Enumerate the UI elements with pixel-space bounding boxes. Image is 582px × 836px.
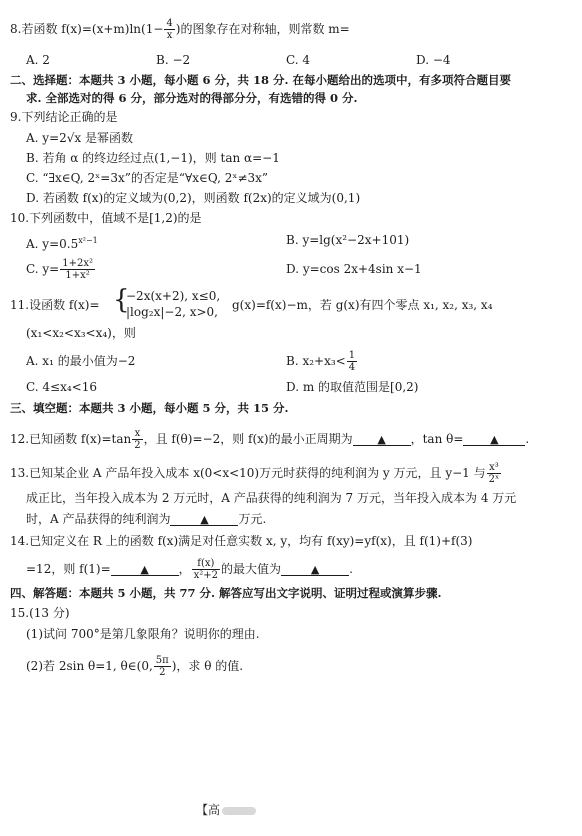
q8-option-c: C. 4 <box>286 53 311 67</box>
q13-line2: 成正比，当年投入成本为 2 万元时，A 产品获得的纯利润为 7 万元，当年投入成本为 4 万元 <box>26 491 517 505</box>
section4-title: 四、解答题：本题共 5 小题，共 77 分. 解答应写出文字说明、证明过程或演算步骤. <box>10 586 442 600</box>
q14-frac-num: f(x) <box>192 558 220 570</box>
q13-line3-pre: 时，A 产品获得的纯利润为 <box>26 512 171 526</box>
q13-blank[interactable] <box>170 512 238 526</box>
footer-mark-text: 【高 <box>196 803 221 817</box>
q10-c-num: 1+2x² <box>62 258 93 269</box>
q11-piece1: −2x(x+2), x≤0, <box>126 289 221 303</box>
q14-fraction <box>192 558 220 581</box>
q8-stem-b: )的图象存在对称轴，则常数 m= <box>175 22 350 36</box>
q13-fraction <box>487 462 502 485</box>
q12-mid: ，且 f(θ)=−2，则 f(x)的最小正周期为 <box>143 432 353 446</box>
q14-line2 <box>26 558 353 581</box>
q8-fraction <box>164 18 174 41</box>
q14-line2-mid: ， <box>178 562 191 576</box>
q11-b-num: 1 <box>348 350 356 361</box>
q11-stem-pre: 11.设函数 f(x)= <box>10 298 100 312</box>
section3-title: 三、填空题：本题共 3 小题，每小题 5 分，共 15 分. <box>10 401 289 415</box>
q14-line2-mid2: 的最大值为 <box>221 562 282 576</box>
q8-stem-a: 8.若函数 f(x)=(x+m)ln(1− <box>10 22 164 36</box>
q11-option-d: D. m 的取值范围是[0,2) <box>286 380 419 394</box>
q14-frac-den: x²+2 <box>193 570 219 581</box>
footer-mark <box>196 801 256 818</box>
q15-frac-num: 5π <box>155 655 169 666</box>
q10-c-pre: C. y= <box>26 262 60 276</box>
q14-line2-end: . <box>349 562 353 576</box>
q12-blank-1[interactable] <box>353 432 411 446</box>
q10-stem: 10.下列函数中，值域不是[1,2)的是 <box>10 211 202 225</box>
q8-option-a: A. 2 <box>26 53 50 67</box>
q9-option-a: A. y=2√x 是幂函数 <box>26 131 133 145</box>
q13-line3 <box>26 512 266 527</box>
q13-frac-num: x³ <box>487 462 502 474</box>
q10-option-b: B. y=lg(x²−2x+101) <box>286 233 410 247</box>
q12-line <box>10 428 529 451</box>
q15-part2 <box>26 655 243 678</box>
q10-a-base: A. y=0.5 <box>26 237 79 251</box>
q8-stem <box>10 18 350 41</box>
q13-line1 <box>10 462 502 485</box>
q14-blank-1-mark: ▲ <box>140 563 149 576</box>
q12-frac-num: x <box>132 428 142 440</box>
q15-head: 15.(13 分) <box>10 606 70 620</box>
q13-line1-text: 13.已知某企业 A 产品年投入成本 x(0<x<10)万元时获得的纯利润为 y 万元，且 y−1 与 <box>10 466 486 480</box>
q13-line3-post: 万元. <box>238 512 267 526</box>
q11-option-a: A. x₁ 的最小值为−2 <box>26 354 136 368</box>
q12-blank-2-mark: ▲ <box>490 433 499 446</box>
q8-option-d: D. −4 <box>416 53 451 67</box>
q14-blank-2-mark: ▲ <box>310 563 320 576</box>
q10-c-fraction <box>60 258 95 281</box>
q11-brace: { <box>113 285 130 315</box>
q9-option-b: B. 若角 α 的终边经过点(1,−1)，则 tan α=−1 <box>26 151 280 165</box>
section2-line1: 二、选择题：本题共 3 小题，每小题 6 分，共 18 分. 在每小题给出的选项中，有多项符合题目要 <box>10 73 512 87</box>
q14-blank-2[interactable] <box>281 562 349 576</box>
q10-option-c <box>26 258 96 281</box>
q12-pre: 12.已知函数 f(x)=tan <box>10 432 132 446</box>
q11-piece2: |log₂x|−2, x>0, <box>126 305 218 319</box>
q9-option-c: C. “∃x∈Q, 2ˣ=3x”的否定是“∀x∈Q, 2ˣ≠3x” <box>26 171 269 185</box>
q12-blank-1-mark: ▲ <box>377 433 386 446</box>
q14-line2-pre: =12，则 f(1)= <box>26 562 111 576</box>
q13-frac-den: 2ˣ <box>488 474 500 485</box>
q9-stem: 9.下列结论正确的是 <box>10 110 118 124</box>
q10-option-d: D. y=cos 2x+4sin x−1 <box>286 262 422 276</box>
q11-stem-line2: (x₁<x₂<x₃<x₄)，则 <box>26 326 136 340</box>
q12-fraction <box>132 428 142 451</box>
q11-option-b <box>286 350 358 373</box>
q15-fraction <box>154 655 171 678</box>
q15-part1: (1)试问 700°是第几象限角？说明你的理由. <box>26 627 260 641</box>
q10-option-a <box>26 233 98 252</box>
q11-b-den: 4 <box>348 362 356 373</box>
q14-blank-1[interactable] <box>111 562 179 576</box>
q12-mid2: ，tan θ= <box>410 432 464 446</box>
q11-b-fraction <box>347 350 357 373</box>
q11-option-c: C. 4≤x₄<16 <box>26 380 97 394</box>
q13-blank-mark: ▲ <box>200 513 209 526</box>
q11-b-pre: B. x₂+x₃< <box>286 354 346 368</box>
q11-stem-post: g(x)=f(x)−m，若 g(x)有四个零点 x₁, x₂, x₃, x₄ <box>232 298 493 312</box>
q9-option-d: D. 若函数 f(x)的定义域为(0,2)，则函数 f(2x)的定义域为(0,1) <box>26 191 361 205</box>
q12-end: . <box>525 432 530 446</box>
q12-frac-den: 2 <box>134 440 141 451</box>
section2-line2: 求. 全部选对的得 6 分，部分选对的得部分分，有选错的得 0 分. <box>26 91 358 105</box>
q15-part2-post: )，求 θ 的值. <box>171 659 244 673</box>
q8-frac-num: 4 <box>166 18 173 29</box>
footer-smudge <box>222 807 256 815</box>
q14-line1: 14.已知定义在 R 上的函数 f(x)满足对任意实数 x, y，均有 f(xy)=yf(x)，且 f(1)+f(3) <box>10 534 473 548</box>
q10-a-exponent: x²−1 <box>78 236 98 245</box>
q12-blank-2[interactable] <box>463 432 525 446</box>
q8-option-b: B. −2 <box>156 53 191 67</box>
q15-frac-den: 2 <box>159 667 166 678</box>
q8-frac-den: x <box>166 30 173 41</box>
q15-part2-pre: (2)若 2sin θ=1, θ∈(0, <box>26 659 153 673</box>
q10-c-den: 1+x² <box>65 270 90 281</box>
